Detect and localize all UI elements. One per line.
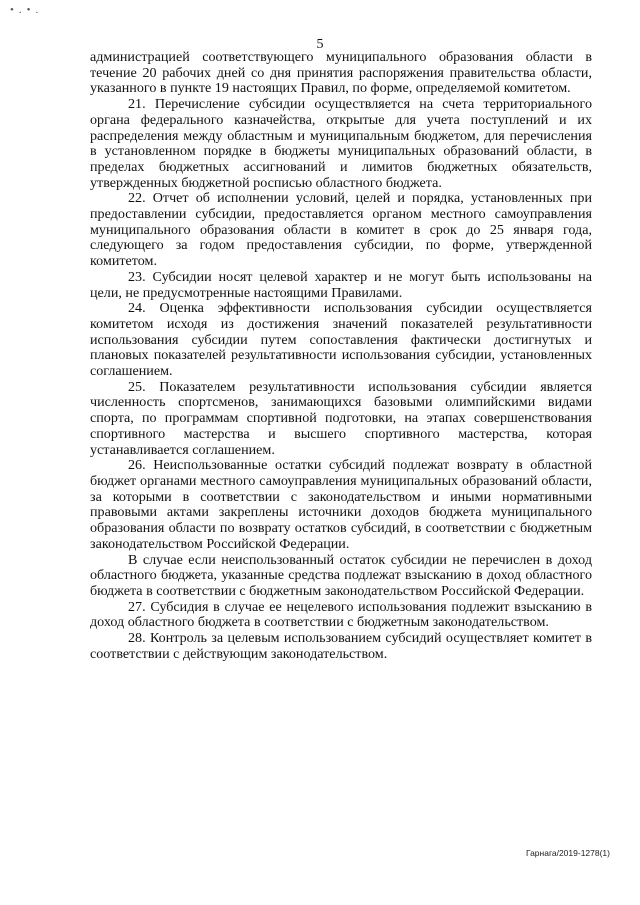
paragraph-26: 26. Неиспользованные остатки субсидий подлежат возврату в областной бюджет органами местного самоуправления муниципальных образований области, за которыми в соответствии с законодательством и иными нормативными правовыми актами закреплены источники доходов бюджета муниципального образования области по возврату остатков субсидий, в соответствии с бюджетным законодательством Российской Федерации. <box>90 457 592 552</box>
paragraph-27: 27. Субсидия в случае ее нецелевого использования подлежит взысканию в доход областного бюджета в соответствии с бюджетным законодательством. <box>90 598 592 631</box>
paragraph-24: 24. Оценка эффективности использования субсидии осуществляется комитетом исходя из достижения значений показателей результативности использования субсидии путем сопоставления фактически достигнутых и плановых показателей результативности использования субсидии, установленных соглашением. <box>90 300 592 380</box>
paragraph-23: 23. Субсидии носят целевой характер и не могут быть использованы на цели, не предусмотренные настоящими Правилами. <box>90 268 592 301</box>
page-number: 5 <box>316 37 324 52</box>
document-body <box>90 50 592 662</box>
footer-document-code: Гарнага/2019-1278(1) <box>525 848 610 858</box>
paragraph-26-continued: В случае если неиспользованный остаток субсидии не перечислен в доход областного бюджета, указанные средства подлежат взысканию в доход областного бюджета в соответствии с бюджетным законодательством Российской Федерации. <box>90 551 592 599</box>
paragraph-21: 21. Перечисление субсидии осуществляется на счета территориального органа федерального казначейства, открытые для учета поступлений и их распределения между областным и муниципальным бюджетом, для перечисления в установленном порядке в бюджеты муниципальных образований области, в пределах бюджетных ассигнований и лимитов бюджетных обязательств, утвержденных бюджетной росписью областного бюджета. <box>90 96 592 191</box>
scan-artifact-marks: •.•. <box>10 4 44 16</box>
paragraph-continuation: администрацией соответствующего муниципального образования области в течение 20 рабочих дней со дня принятия распоряжения правительства области, указанного в пункте 19 настоящих Правил, по форме, определяемой комитетом. <box>90 49 592 97</box>
paragraph-25: 25. Показателем результативности использования субсидии является численность спортсменов, занимающихся базовыми олимпийскими видами спорта, по программам спортивной подготовки, на этапах совершенствования спортивного мастерства и высшего спортивного мастерства, которая устанавливается соглашением. <box>90 378 592 458</box>
paragraph-22: 22. Отчет об исполнении условий, целей и порядка, установленных при предоставлении субсидии, предоставляется органом местного самоуправления муниципального образования области в комитет в срок до 25 января года, следующего за годом предоставления субсидии, по форме, утвержденной комитетом. <box>90 190 592 270</box>
paragraph-28: 28. Контроль за целевым использованием субсидий осуществляет комитет в соответствии с действующим законодательством. <box>90 630 592 662</box>
